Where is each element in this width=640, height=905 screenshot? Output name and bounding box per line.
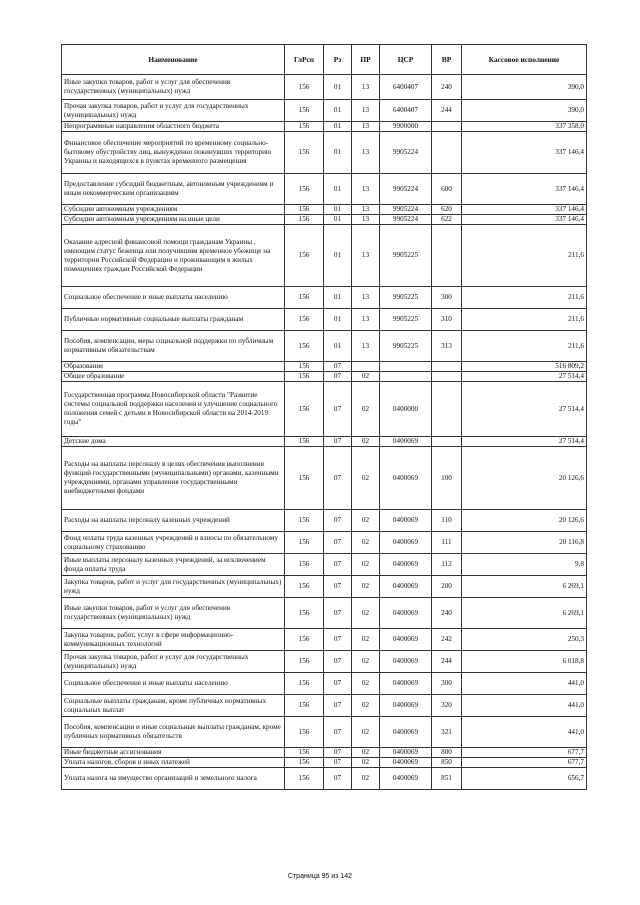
row-name: Детские дома: [62, 437, 285, 447]
row-csr: 0400069: [380, 532, 432, 554]
row-amount: 20 126,6: [462, 510, 587, 532]
table-row: [62, 174, 587, 205]
row-pr: 02: [352, 695, 380, 717]
row-amount: 390,0: [462, 75, 587, 100]
table-row: [62, 758, 587, 768]
row-amount: 6 018,8: [462, 651, 587, 673]
table-row: [62, 447, 587, 510]
row-name: Иные закупки товаров, работ и услуг для обеспечения государственных (муниципальных) нужд: [62, 75, 285, 100]
row-vr: [432, 225, 462, 287]
row-name: Закупка товаров, работ, услуг в сфере информационно-коммуникационных технологий: [62, 629, 285, 651]
row-vr: 321: [432, 717, 462, 748]
row-glrsp: 156: [285, 362, 324, 372]
row-rz: 07: [324, 372, 352, 382]
row-pr: 02: [352, 629, 380, 651]
row-rz: 01: [324, 174, 352, 205]
row-csr: [380, 362, 432, 372]
row-pr: 02: [352, 554, 380, 576]
row-pr: 13: [352, 331, 380, 362]
row-glrsp: 156: [285, 382, 324, 437]
row-vr: 244: [432, 100, 462, 122]
table-row: [62, 510, 587, 532]
row-amount: 27 514,4: [462, 372, 587, 382]
row-csr: 0400069: [380, 768, 432, 790]
row-vr: 200: [432, 576, 462, 598]
row-csr: 9900000: [380, 122, 432, 132]
header-rz: Рз: [324, 45, 352, 75]
row-vr: 600: [432, 174, 462, 205]
row-glrsp: 156: [285, 510, 324, 532]
row-vr: 313: [432, 331, 462, 362]
header-name: Наименование: [62, 45, 285, 75]
row-rz: 01: [324, 287, 352, 309]
row-pr: 13: [352, 122, 380, 132]
row-name: Расходы на выплаты персоналу казенных учреждений: [62, 510, 285, 532]
table-row: [62, 768, 587, 790]
row-name: Фонд оплаты труда казенных учреждений и взносы по обязательному социальному страхованию: [62, 532, 285, 554]
row-rz: 01: [324, 331, 352, 362]
row-csr: 6400407: [380, 75, 432, 100]
row-name: Пособия, компенсации, меры социальной поддержки по публичным нормативным обязательствам: [62, 331, 285, 362]
row-rz: 07: [324, 768, 352, 790]
row-vr: 110: [432, 510, 462, 532]
row-glrsp: 156: [285, 651, 324, 673]
row-name: Иные выплаты персоналу казенных учреждений, за исключением фонда оплаты труда: [62, 554, 285, 576]
table-row: [62, 362, 587, 372]
row-rz: 07: [324, 447, 352, 510]
row-rz: 07: [324, 510, 352, 532]
row-name: Образование: [62, 362, 285, 372]
row-amount: 20 126,6: [462, 447, 587, 510]
table-row: [62, 629, 587, 651]
row-amount: 250,3: [462, 629, 587, 651]
row-rz: 07: [324, 532, 352, 554]
row-vr: [432, 437, 462, 447]
table-row: [62, 215, 587, 225]
row-name: Прочая закупка товаров, работ и услуг для государственных (муниципальных) нужд: [62, 651, 285, 673]
row-csr: 9905224: [380, 174, 432, 205]
row-amount: 211,6: [462, 287, 587, 309]
row-pr: 02: [352, 768, 380, 790]
row-glrsp: 156: [285, 532, 324, 554]
row-csr: 0400069: [380, 437, 432, 447]
row-name: Непрограммные направления областного бюджета: [62, 122, 285, 132]
row-name: Расходы на выплаты персоналу в целях обеспечения выполнения функций государственными (муниципальными) органами, казенными учреждениями, органами управления государственными внебюджетными фондами: [62, 447, 285, 510]
row-csr: 0400069: [380, 447, 432, 510]
row-glrsp: 156: [285, 331, 324, 362]
row-vr: 620: [432, 205, 462, 215]
row-csr: 0400069: [380, 554, 432, 576]
table-row: [62, 287, 587, 309]
header-amount: Кассовое исполнение: [462, 45, 587, 75]
row-name: Уплата налога на имущество организаций и земельного налога: [62, 768, 285, 790]
row-vr: 300: [432, 287, 462, 309]
row-amount: 337 146,4: [462, 132, 587, 174]
row-csr: 0400069: [380, 695, 432, 717]
row-name: Субсидии автономным учреждениям на иные цели: [62, 215, 285, 225]
table-row: [62, 717, 587, 748]
row-name: Социальное обеспечение и иные выплаты населению: [62, 287, 285, 309]
row-rz: 07: [324, 576, 352, 598]
row-glrsp: 156: [285, 598, 324, 629]
row-csr: 0400069: [380, 510, 432, 532]
row-pr: 02: [352, 532, 380, 554]
header-pr: ПР: [352, 45, 380, 75]
row-amount: 27 514,4: [462, 382, 587, 437]
row-pr: 02: [352, 673, 380, 695]
row-amount: 441,0: [462, 717, 587, 748]
row-name: Социальное обеспечение и иные выплаты населению: [62, 673, 285, 695]
row-csr: 9905224: [380, 215, 432, 225]
row-amount: 211,6: [462, 309, 587, 331]
row-amount: 211,6: [462, 331, 587, 362]
table-row: [62, 532, 587, 554]
row-pr: 13: [352, 215, 380, 225]
row-amount: 27 514,4: [462, 437, 587, 447]
page-footer: Страница 95 из 142: [287, 873, 353, 880]
row-name: Субсидии автономным учреждениям: [62, 205, 285, 215]
row-amount: 677,7: [462, 758, 587, 768]
row-pr: 02: [352, 576, 380, 598]
row-csr: 0400069: [380, 673, 432, 695]
row-pr: 02: [352, 758, 380, 768]
row-amount: 656,7: [462, 768, 587, 790]
row-csr: [380, 372, 432, 382]
header-csr: ЦСР: [380, 45, 432, 75]
table-row: [62, 122, 587, 132]
row-csr: 0400069: [380, 717, 432, 748]
header-vr: ВР: [432, 45, 462, 75]
row-glrsp: 156: [285, 225, 324, 287]
row-rz: 07: [324, 717, 352, 748]
row-rz: 01: [324, 205, 352, 215]
row-csr: 9905225: [380, 287, 432, 309]
row-glrsp: 156: [285, 215, 324, 225]
row-csr: 0400069: [380, 598, 432, 629]
row-name: Уплата налогов, сборов и иных платежей: [62, 758, 285, 768]
row-csr: 6400407: [380, 100, 432, 122]
row-glrsp: 156: [285, 447, 324, 510]
row-amount: 516 809,2: [462, 362, 587, 372]
row-glrsp: 156: [285, 174, 324, 205]
row-pr: [352, 362, 380, 372]
row-pr: 13: [352, 75, 380, 100]
row-vr: 244: [432, 651, 462, 673]
row-glrsp: 156: [285, 205, 324, 215]
row-name: Социальные выплаты гражданам, кроме публичных нормативных социальных выплат: [62, 695, 285, 717]
row-csr: 0400069: [380, 651, 432, 673]
row-pr: 02: [352, 717, 380, 748]
row-rz: 07: [324, 748, 352, 758]
row-csr: 0400069: [380, 748, 432, 758]
row-glrsp: 156: [285, 695, 324, 717]
table-row: [62, 372, 587, 382]
row-csr: 0400069: [380, 576, 432, 598]
table-row: [62, 695, 587, 717]
row-rz: 01: [324, 122, 352, 132]
table-row: [62, 437, 587, 447]
row-amount: 337 146,4: [462, 205, 587, 215]
row-vr: 240: [432, 598, 462, 629]
row-name: Закупка товаров, работ и услуг для государственных (муниципальных) нужд: [62, 576, 285, 598]
row-vr: 851: [432, 768, 462, 790]
row-glrsp: 156: [285, 717, 324, 748]
row-vr: 112: [432, 554, 462, 576]
row-pr: 02: [352, 382, 380, 437]
row-amount: 337 358,0: [462, 122, 587, 132]
row-amount: 337 146,4: [462, 174, 587, 205]
header-row: [62, 45, 587, 75]
row-vr: 800: [432, 748, 462, 758]
row-name: Иные закупки товаров, работ и услуг для обеспечения государственных (муниципальных) нужд: [62, 598, 285, 629]
row-rz: 07: [324, 758, 352, 768]
row-glrsp: 156: [285, 287, 324, 309]
row-pr: 13: [352, 132, 380, 174]
budget-table: [61, 44, 587, 790]
row-name: Прочая закупка товаров, работ и услуг для государственных (муниципальных) нужд: [62, 100, 285, 122]
row-vr: 240: [432, 75, 462, 100]
row-pr: 02: [352, 447, 380, 510]
row-pr: 13: [352, 174, 380, 205]
row-glrsp: 156: [285, 576, 324, 598]
row-glrsp: 156: [285, 100, 324, 122]
row-rz: 07: [324, 437, 352, 447]
row-pr: 02: [352, 372, 380, 382]
row-amount: 441,0: [462, 673, 587, 695]
table-row: [62, 382, 587, 437]
row-pr: 02: [352, 598, 380, 629]
row-rz: 01: [324, 215, 352, 225]
row-rz: 07: [324, 382, 352, 437]
table-row: [62, 331, 587, 362]
row-rz: 01: [324, 225, 352, 287]
row-csr: 9905224: [380, 205, 432, 215]
row-pr: 13: [352, 205, 380, 215]
table-row: [62, 651, 587, 673]
row-name: Финансовое обеспечение мероприятий по временному социально-бытовому обустройству лиц, вынужденно покинувших территорию Украины и находящихся в пунктах временного размещения: [62, 132, 285, 174]
row-vr: 111: [432, 532, 462, 554]
row-glrsp: 156: [285, 629, 324, 651]
row-rz: 01: [324, 132, 352, 174]
row-name: Публичные нормативные социальные выплаты гражданам: [62, 309, 285, 331]
row-csr: 0400000: [380, 382, 432, 437]
row-rz: 07: [324, 629, 352, 651]
row-rz: 01: [324, 100, 352, 122]
row-vr: 100: [432, 447, 462, 510]
table-row: [62, 100, 587, 122]
table-row: [62, 205, 587, 215]
row-vr: [432, 382, 462, 437]
row-glrsp: 156: [285, 75, 324, 100]
row-amount: 6 269,1: [462, 598, 587, 629]
table-row: [62, 576, 587, 598]
row-rz: 01: [324, 75, 352, 100]
table-row: [62, 225, 587, 287]
table-body: [62, 75, 587, 790]
row-amount: 441,0: [462, 695, 587, 717]
row-amount: 6 269,1: [462, 576, 587, 598]
row-vr: [432, 122, 462, 132]
row-vr: 622: [432, 215, 462, 225]
row-glrsp: 156: [285, 673, 324, 695]
row-amount: 20 116,8: [462, 532, 587, 554]
row-glrsp: 156: [285, 768, 324, 790]
table-row: [62, 554, 587, 576]
row-csr: 0400069: [380, 758, 432, 768]
table-row: [62, 309, 587, 331]
row-csr: 9905225: [380, 309, 432, 331]
row-glrsp: 156: [285, 554, 324, 576]
table-row: [62, 75, 587, 100]
row-vr: [432, 362, 462, 372]
row-vr: [432, 132, 462, 174]
row-csr: 9905224: [380, 132, 432, 174]
row-rz: 07: [324, 695, 352, 717]
row-name: Предоставление субсидий бюджетным, автономным учреждениям и иным некоммерческим организациям: [62, 174, 285, 205]
table-row: [62, 132, 587, 174]
row-csr: 0400069: [380, 629, 432, 651]
row-vr: 850: [432, 758, 462, 768]
row-rz: 07: [324, 598, 352, 629]
table-row: [62, 673, 587, 695]
row-amount: 211,6: [462, 225, 587, 287]
row-pr: 13: [352, 225, 380, 287]
row-vr: [432, 372, 462, 382]
row-rz: 07: [324, 362, 352, 372]
row-glrsp: 156: [285, 372, 324, 382]
row-rz: 07: [324, 651, 352, 673]
row-pr: 13: [352, 287, 380, 309]
row-glrsp: 156: [285, 437, 324, 447]
row-amount: 390,0: [462, 100, 587, 122]
row-rz: 07: [324, 673, 352, 695]
row-glrsp: 156: [285, 309, 324, 331]
row-name: Государственная программа Новосибирской области "Развитие системы социальной поддержки населения и улучшение социального положения семей с детьми в Новосибирской области на 2014-2019 годы": [62, 382, 285, 437]
row-csr: 9905225: [380, 225, 432, 287]
row-vr: 320: [432, 695, 462, 717]
row-glrsp: 156: [285, 132, 324, 174]
row-amount: 677,7: [462, 748, 587, 758]
row-pr: 02: [352, 510, 380, 532]
table-row: [62, 748, 587, 758]
row-pr: 02: [352, 651, 380, 673]
row-pr: 13: [352, 100, 380, 122]
row-name: Общее образование: [62, 372, 285, 382]
row-glrsp: 156: [285, 122, 324, 132]
row-csr: 9905225: [380, 331, 432, 362]
row-rz: 01: [324, 309, 352, 331]
row-pr: 02: [352, 748, 380, 758]
table-row: [62, 598, 587, 629]
row-pr: 13: [352, 309, 380, 331]
row-pr: 02: [352, 437, 380, 447]
row-amount: 9,8: [462, 554, 587, 576]
row-name: Иные бюджетные ассигнования: [62, 748, 285, 758]
row-amount: 337 146,4: [462, 215, 587, 225]
row-glrsp: 156: [285, 758, 324, 768]
row-name: Оказание адресной финансовой помощи гражданам Украины , имеющим статус беженца или получившим временное убежище на территории Российской Федерации и проживающим в жилых помещениях граждан Российской Федерации: [62, 225, 285, 287]
row-rz: 07: [324, 554, 352, 576]
row-name: Пособия, компенсации и иные социальные выплаты гражданам, кроме публичных нормативных обязательств: [62, 717, 285, 748]
row-glrsp: 156: [285, 748, 324, 758]
header-glrsp: ГлРсп: [285, 45, 324, 75]
row-vr: 300: [432, 673, 462, 695]
row-vr: 310: [432, 309, 462, 331]
row-vr: 242: [432, 629, 462, 651]
